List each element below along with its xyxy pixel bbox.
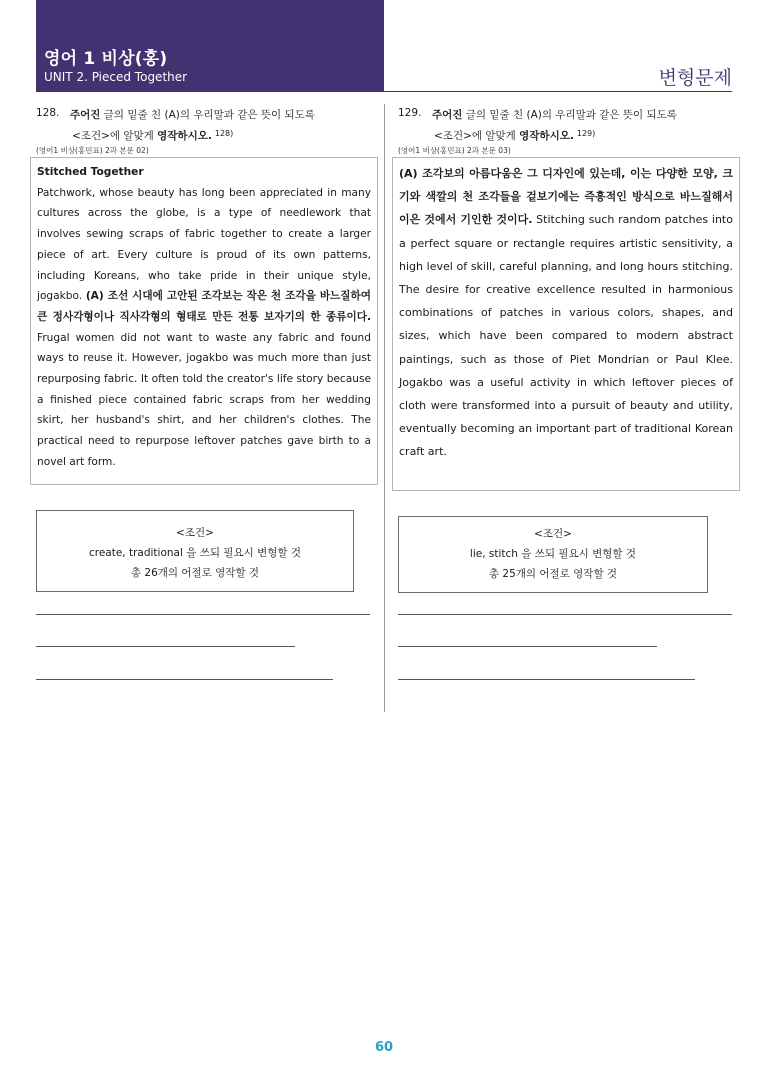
answer-line[interactable] bbox=[398, 646, 657, 647]
condition-box bbox=[36, 510, 354, 592]
instruction-condition: <조건>에 알맞게 bbox=[72, 130, 154, 142]
passage-box bbox=[392, 157, 740, 491]
condition-box bbox=[398, 516, 708, 593]
question-number: 129. bbox=[398, 107, 422, 119]
instruction-text: 글의 밑줄 친 (A)의 우리말과 같은 뜻이 되도록 bbox=[103, 109, 315, 121]
condition-line: create, traditional 을 쓰되 필요시 변형할 것 bbox=[88, 547, 302, 559]
page-number: 60 bbox=[374, 1040, 394, 1055]
question-number: 128. bbox=[36, 107, 60, 119]
book-title: 영어 1 비상(홍) bbox=[44, 49, 168, 69]
passage-text-after: Frugal women did not want to waste any fabric and found ways to reuse it. However, jogakbo was much more than just repurposing fabric. It often told the creator's life story because a finished piece contained fabric scraps from her wedding skirt, her husband's shirt, and her children's clothes. The practical need to repurpose leftover patches gave birth to a novel art form. bbox=[37, 331, 371, 468]
header-band bbox=[36, 0, 384, 92]
passage-source: (영어1 비상(홍민표) 2과 본문 02) bbox=[36, 146, 149, 155]
condition-title: <조건> bbox=[534, 528, 572, 540]
passage-text-before: Patchwork, whose beauty has long been appreciated in many cultures across the globe, is a type of needlework that involves sewing scraps of fabric together to create a larger piece of art. Every culture is proud of its own patterns, including Koreans, who take pride in their unique style, jogakbo. bbox=[37, 186, 371, 303]
answer-line[interactable] bbox=[36, 646, 295, 647]
instruction-prefix: 주어진 bbox=[432, 109, 463, 121]
passage-title: Stitched Together bbox=[37, 166, 144, 178]
footnote-ref: 128) bbox=[214, 129, 234, 138]
condition-line: 총 26개의 어절로 영작할 것 bbox=[130, 567, 260, 579]
condition-line: lie, stitch 을 쓰되 필요시 변형할 것 bbox=[469, 548, 637, 560]
answer-line[interactable] bbox=[398, 679, 695, 680]
unit-title: UNIT 2. Pieced Together bbox=[44, 70, 188, 84]
answer-line[interactable] bbox=[36, 679, 333, 680]
header-rule bbox=[384, 91, 732, 92]
passage-text-after: Stitching such random patches into a perfect square or rectangle requires artistic sensitivity, a high level of skill, careful planning, and long hours stitching. The desire for creative excellence resulted in harmonious combinations of patches in various colors, shapes, and sizes, which have been compared to modern abstract paintings, such as those of Piet Mondrian or Paul Klee. Jogakbo was a useful activity in which leftover pieces of cloth were transformed into a pursuit of beauty and utility, eventually becoming an important part of traditional Korean craft art. bbox=[399, 213, 733, 459]
section-label: 변형문제 bbox=[658, 67, 732, 89]
instruction-condition: <조건>에 알맞게 bbox=[434, 130, 516, 142]
instruction-text: 글의 밑줄 친 (A)의 우리말과 같은 뜻이 되도록 bbox=[465, 109, 677, 121]
answer-line[interactable] bbox=[36, 614, 370, 615]
passage-highlight: (A) 조선 시대에 고안된 조각보는 작은 천 조각을 바느질하여 큰 정사각형이나 직사각형의 형태로 만든 전통 보자기의 한 종류이다. bbox=[37, 290, 371, 323]
instruction-prefix: 주어진 bbox=[70, 109, 101, 121]
instruction-verb: 영작하시오. bbox=[157, 130, 212, 142]
column-divider bbox=[384, 104, 385, 712]
footnote-ref: 129) bbox=[576, 129, 596, 138]
passage-highlight: (A) 조각보의 아름다움은 그 디자인에 있는데, 이는 다양한 모양, 크기와 색깔의 천 조각들을 겉보기에는 즉흥적인 방식으로 바느질해서 이은 것에서 기인한 것이다. bbox=[399, 167, 733, 227]
condition-title: <조건> bbox=[176, 527, 214, 539]
condition-line: 총 25개의 어절로 영작할 것 bbox=[488, 568, 618, 580]
instruction-verb: 영작하시오. bbox=[519, 130, 574, 142]
passage-source: (영어1 비상(홍민표) 2과 본문 03) bbox=[398, 146, 511, 155]
question-128 bbox=[30, 104, 378, 485]
answer-line[interactable] bbox=[398, 614, 732, 615]
passage-box bbox=[30, 157, 378, 485]
question-129 bbox=[392, 104, 740, 491]
